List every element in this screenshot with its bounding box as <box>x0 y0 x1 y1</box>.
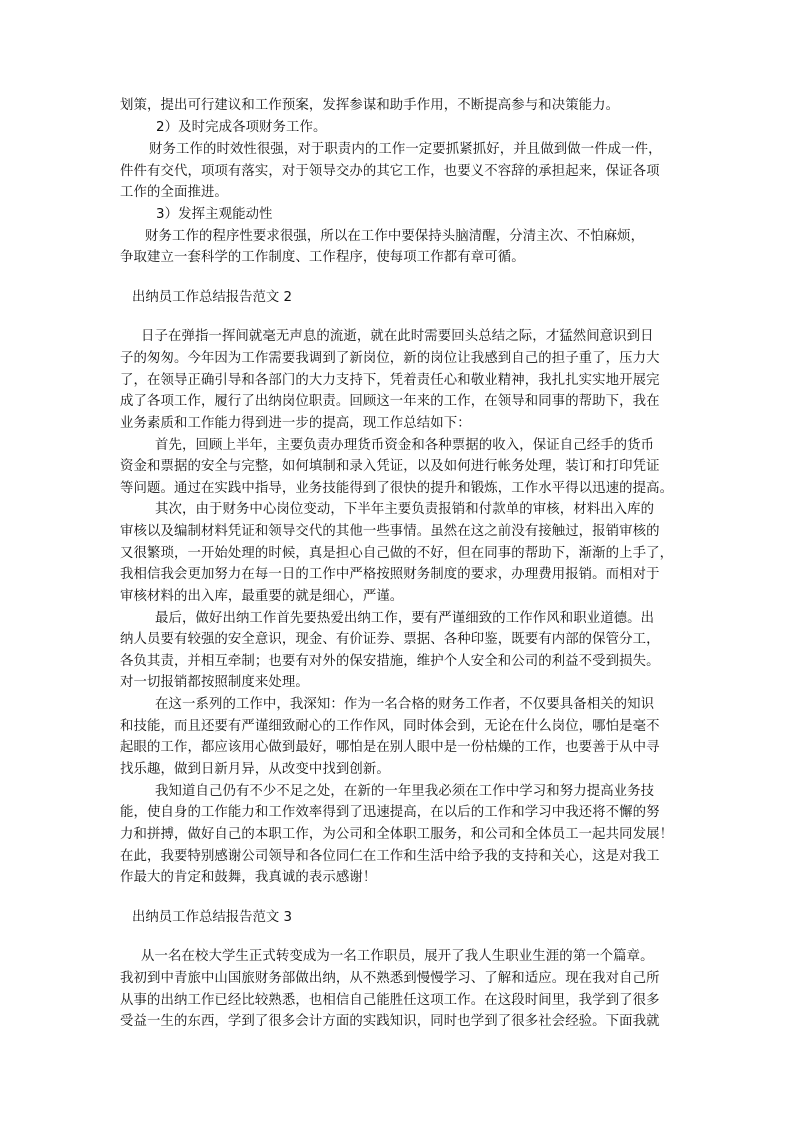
paragraph-line: 能，使自身的工作能力和工作效率得到了迅速提高，在以后的工作和学习中我还将不懈的努 <box>120 805 660 820</box>
paragraph-line: 作最大的肯定和鼓舞，我真诚的表示感谢！ <box>120 870 377 885</box>
paragraph-line: 找乐趣，做到日新月异，从改变中找到创新。 <box>120 762 390 777</box>
list-heading: 3）发挥主观能动性 <box>156 207 273 222</box>
section-title: 出纳员工作总结报告范文 3 <box>132 910 293 925</box>
paragraph-line: 和技能，而且还要有严谨细致耐心的工作作风，同时体会到，无论在什么岗位，哪怕是毫不 <box>120 719 660 734</box>
paragraph-line: 又很繁琐，一开始处理的时候，真是担心自己做的不好，但在同事的帮助下，渐渐的上手了， <box>120 546 674 561</box>
paragraph-line: 我初到中青旅中山国旅财务部做出纳，从不熟悉到慢慢学习、了解和适应。现在我对自己所 <box>120 971 660 986</box>
paragraph-line: 受益一生的东西，学到了很多会计方面的实践知识，同时也学到了很多社会经验。下面我就 <box>120 1014 660 1029</box>
paragraph-line: 资金和票据的安全与完整，如何填制和录入凭证，以及如何进行帐务处理，装订和打印凭证 <box>120 459 660 474</box>
paragraph-line: 划策，提出可行建议和工作预案，发挥参谋和助手作用，不断提高参与和决策能力。 <box>120 98 620 113</box>
paragraph-line: 在这一系列的工作中，我深知：作为一名合格的财务工作者，不仅要具备相关的知识 <box>155 697 655 712</box>
paragraph-line: 子的匆匆。今年因为工作需要我调到了新岗位，新的岗位让我感到自己的担子重了，压力大 <box>120 351 660 366</box>
paragraph-line: 其次，由于财务中心岗位变动，下半年主要负责报销和付款单的审核，材料出入库的 <box>155 502 655 517</box>
paragraph-line: 我知道自己仍有不少不足之处，在新的一年里我必须在工作中学习和努力提高业务技 <box>155 784 655 799</box>
paragraph-line: 争取建立一套科学的工作制度、工作程序，使每项工作都有章可循。 <box>120 250 525 265</box>
paragraph-line: 首先，回顾上半年，主要负责办理货币资金和各种票据的收入，保证自己经手的货币 <box>155 438 655 453</box>
paragraph-line: 起眼的工作，都应该用心做到最好，哪怕是在别人眼中是一份枯燥的工作，也要善于从中寻 <box>120 740 660 755</box>
paragraph-line: 纳人员要有较强的安全意识，现金、有价证券、票据、各种印鉴，既要有内部的保管分工， <box>120 632 660 647</box>
paragraph-line: 从事的出纳工作已经比较熟悉，也相信自己能胜任这项工作。在这段时间里，我学到了很多 <box>120 993 660 1008</box>
paragraph-line: 在此，我要特别感谢公司领导和各位同仁在工作和生活中给予我的支持和关心，这是对我工 <box>120 849 660 864</box>
paragraph-line: 审核以及编制材料凭证和领导交代的其他一些事情。虽然在这之前没有接触过，报销审核的 <box>120 524 660 539</box>
paragraph-line: 财务工作的程序性要求很强，所以在工作中要保持头脑清醒，分清主次、不怕麻烦， <box>145 229 645 244</box>
list-heading: 2）及时完成各项财务工作。 <box>156 120 327 135</box>
paragraph-line: 日子在弹指一挥间就毫无声息的流逝，就在此时需要回头总结之际，才猛然间意识到日 <box>141 329 654 344</box>
paragraph-line: 等问题。通过在实践中指导，业务技能得到了很快的提升和锻炼，工作水平得以迅速的提高。 <box>120 481 674 496</box>
paragraph-line: 件件有交代，项项有落实，对于领导交办的其它工作，也要义不容辞的承担起来，保证各项 <box>120 164 660 179</box>
paragraph-line: 我相信我会更加努力在每一日的工作中严格按照财务制度的要求，办理费用报销。而相对于 <box>120 567 660 582</box>
paragraph-line: 财务工作的时效性很强，对于职责内的工作一定要抓紧抓好，并且做到做一件成一件， <box>149 142 662 157</box>
paragraph-line: 成了各项工作，履行了出纳岗位职责。回顾这一年来的工作，在领导和同事的帮助下，我在 <box>120 394 660 409</box>
paragraph-line: 业务素质和工作能力得到进一步的提高，现工作总结如下： <box>120 416 471 431</box>
paragraph-line: 力和拼搏，做好自己的本职工作，为公司和全体职工服务，和公司和全体员工一起共同发展！ <box>120 827 674 842</box>
paragraph-line: 最后，做好出纳工作首先要热爱出纳工作，要有严谨细致的工作作风和职业道德。出 <box>155 611 655 626</box>
section-title: 出纳员工作总结报告范文 2 <box>132 290 293 305</box>
paragraph-line: 工作的全面推进。 <box>120 185 228 200</box>
paragraph-line: 对一切报销都按照制度来处理。 <box>120 675 309 690</box>
paragraph-line: 了，在领导正确引导和各部门的大力支持下，凭着责任心和敬业精神，我扎扎实实地开展完 <box>120 373 660 388</box>
paragraph-line: 各负其责，并相互牵制；也要有对外的保安措施，维护个人安全和公司的利益不受到损失。 <box>120 654 660 669</box>
paragraph-line: 审核材料的出入库，最重要的就是细心，严谨。 <box>120 589 404 604</box>
paragraph-line: 从一名在校大学生正式转变成为一名工作职员，展开了我人生职业生涯的第一个篇章。 <box>141 949 654 964</box>
